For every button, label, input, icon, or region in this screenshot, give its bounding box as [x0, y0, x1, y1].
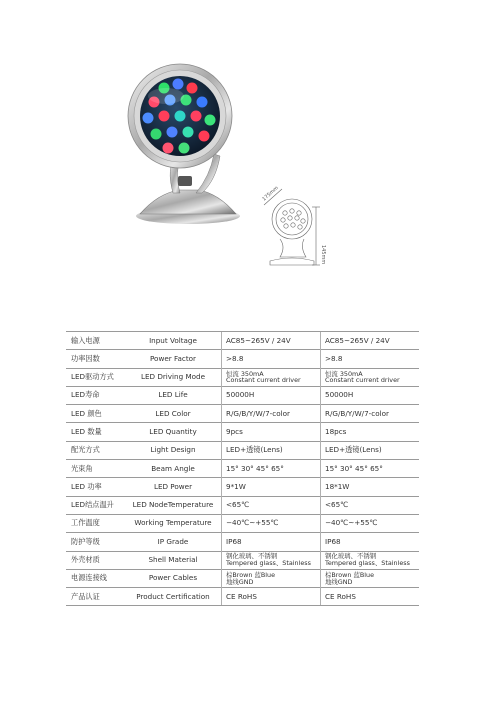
spec-label-en: LED Quantity [125, 423, 222, 441]
spec-value-18w-line: >8.8 [325, 353, 343, 363]
spec-value-18w-line: R/G/B/Y/W/7-color [325, 408, 389, 418]
spec-label-en: Power Cables [125, 569, 222, 587]
spec-value-18w [321, 386, 420, 404]
spec-label-cn: 工作温度 [66, 514, 125, 532]
spec-label-en: LED Life [125, 386, 222, 404]
spec-value-9w-line: <65℃ [226, 500, 250, 510]
spec-value-18w [321, 460, 420, 478]
spec-label-cn: LED驱动方式 [66, 368, 125, 386]
spec-value-18w [321, 441, 420, 459]
spec-label-en: LED Color [125, 405, 222, 423]
spec-value-18w [321, 533, 420, 551]
spec-row [66, 551, 419, 569]
dimension-drawing [250, 185, 330, 270]
spec-row [66, 368, 419, 386]
spec-value-9w [222, 588, 321, 606]
spec-value-9w [222, 332, 321, 350]
spec-value-18w [321, 423, 420, 441]
spec-value-9w [222, 478, 321, 496]
spec-label-cn: LED 功率 [66, 478, 125, 496]
spec-label-cn: 电源连接线 [66, 569, 125, 587]
spec-value-9w [222, 386, 321, 404]
spec-row [66, 478, 419, 496]
spec-value-9w-line: Tempered glass、Stainless [226, 559, 311, 568]
spec-value-18w-line: 50000H [325, 390, 354, 400]
spec-value-18w-line: 18pcs [325, 426, 347, 436]
spec-value-18w-line: −40℃~+55℃ [325, 518, 378, 528]
spec-label-en: Input Voltage [125, 332, 222, 350]
spec-value-9w [222, 460, 321, 478]
spec-label-cn: 配光方式 [66, 441, 125, 459]
spec-value-9w-line: LED+透镜(Lens) [226, 445, 283, 455]
spec-value-18w [321, 350, 420, 368]
dimension-right-label: 145mm [320, 245, 326, 265]
spec-row [66, 332, 419, 350]
spec-value-18w-line: CE RoHS [325, 591, 356, 601]
spec-label-en: Light Design [125, 441, 222, 459]
spec-value-18w-line: 恒流 350mA [325, 369, 363, 378]
spec-value-9w [222, 441, 321, 459]
spec-value-9w [222, 350, 321, 368]
spec-row [66, 441, 419, 459]
spec-value-9w-line: 恒流 350mA [226, 369, 264, 378]
spec-value-18w-line: LED+透镜(Lens) [325, 445, 382, 455]
spec-label-cn: LED 颜色 [66, 405, 125, 423]
spec-value-9w-line: Constant current driver [226, 376, 301, 385]
spec-value-9w [222, 368, 321, 386]
spec-label-en: Working Temperature [125, 514, 222, 532]
spec-value-18w [321, 514, 420, 532]
spec-label-cn: 产品认证 [66, 588, 125, 606]
spec-row [66, 386, 419, 404]
spec-value-9w-line: 地线GND [226, 577, 254, 586]
spec-value-18w-line: 棕Brown 蓝Blue [325, 570, 375, 579]
spec-value-9w [222, 533, 321, 551]
spec-row [66, 423, 419, 441]
spec-row [66, 405, 419, 423]
spec-value-9w [222, 423, 321, 441]
spec-value-18w-line: <65℃ [325, 500, 349, 510]
spec-value-9w-line: 15° 30° 45° 65° [226, 463, 284, 473]
spec-value-9w-line: 棕Brown 蓝Blue [226, 570, 276, 579]
spec-value-9w-line: 9pcs [226, 426, 243, 436]
spec-label-en: LED NodeTemperature [125, 496, 222, 514]
spec-label-en: IP Grade [125, 533, 222, 551]
spec-label-cn: LED 数量 [66, 423, 125, 441]
spec-label-cn: 输入电源 [66, 332, 125, 350]
spec-value-9w-line: IP68 [226, 536, 242, 546]
spec-label-en: Product Certification [125, 588, 222, 606]
spec-value-18w-line: IP68 [325, 536, 341, 546]
spec-row [66, 496, 419, 514]
spec-value-9w-line: −40℃~+55℃ [226, 518, 279, 528]
spec-value-18w [321, 478, 420, 496]
spec-value-9w-line: 9*1W [226, 481, 246, 491]
spec-label-en: Beam Angle [125, 460, 222, 478]
spec-value-9w-line: R/G/B/Y/W/7-color [226, 408, 290, 418]
spec-value-9w-line: >8.8 [226, 353, 244, 363]
spec-label-cn: 防护等级 [66, 533, 125, 551]
spec-value-9w [222, 551, 321, 569]
spec-label-cn: LED结点温升 [66, 496, 125, 514]
spec-value-9w [222, 514, 321, 532]
spec-row [66, 350, 419, 368]
spec-value-18w [321, 368, 420, 386]
spec-row [66, 588, 419, 606]
spec-row [66, 569, 419, 587]
spec-label-en: LED Driving Mode [125, 368, 222, 386]
spec-value-18w-line: 地线GND [325, 577, 353, 586]
spec-row [66, 533, 419, 551]
spec-table [66, 331, 419, 606]
spec-label-cn: 功率因数 [66, 350, 125, 368]
spec-value-18w-line: 18*1W [325, 481, 350, 491]
spec-value-18w [321, 551, 420, 569]
spec-value-18w-line: Constant current driver [325, 376, 400, 385]
product-photo [118, 58, 248, 228]
spec-label-en: Shell Material [125, 551, 222, 569]
spec-value-9w [222, 569, 321, 587]
spec-value-9w [222, 496, 321, 514]
spec-value-18w [321, 569, 420, 587]
spec-value-9w-line: 钢化玻璃、不锈钢 [226, 552, 278, 561]
dimension-top-label: 175mm [261, 185, 280, 203]
spec-value-9w [222, 405, 321, 423]
spec-label-en: Power Factor [125, 350, 222, 368]
spec-row [66, 514, 419, 532]
spec-value-18w [321, 588, 420, 606]
spec-row [66, 460, 419, 478]
spec-value-18w-line: Tempered glass、Stainless [325, 559, 410, 568]
spec-value-18w [321, 332, 420, 350]
spec-value-18w [321, 496, 420, 514]
spec-label-cn: LED寿命 [66, 386, 125, 404]
spec-label-en: LED Power [125, 478, 222, 496]
spec-label-cn: 外壳材质 [66, 551, 125, 569]
spec-value-9w-line: CE RoHS [226, 591, 257, 601]
spec-value-9w-line: 50000H [226, 390, 255, 400]
spec-value-18w-line: 钢化玻璃、不锈钢 [325, 552, 377, 561]
spec-value-18w [321, 405, 420, 423]
spec-value-9w-line: AC85~265V / 24V [226, 335, 291, 345]
spec-value-18w-line: 15° 30° 45° 65° [325, 463, 383, 473]
spec-value-18w-line: AC85~265V / 24V [325, 335, 390, 345]
spec-label-cn: 光束角 [66, 460, 125, 478]
